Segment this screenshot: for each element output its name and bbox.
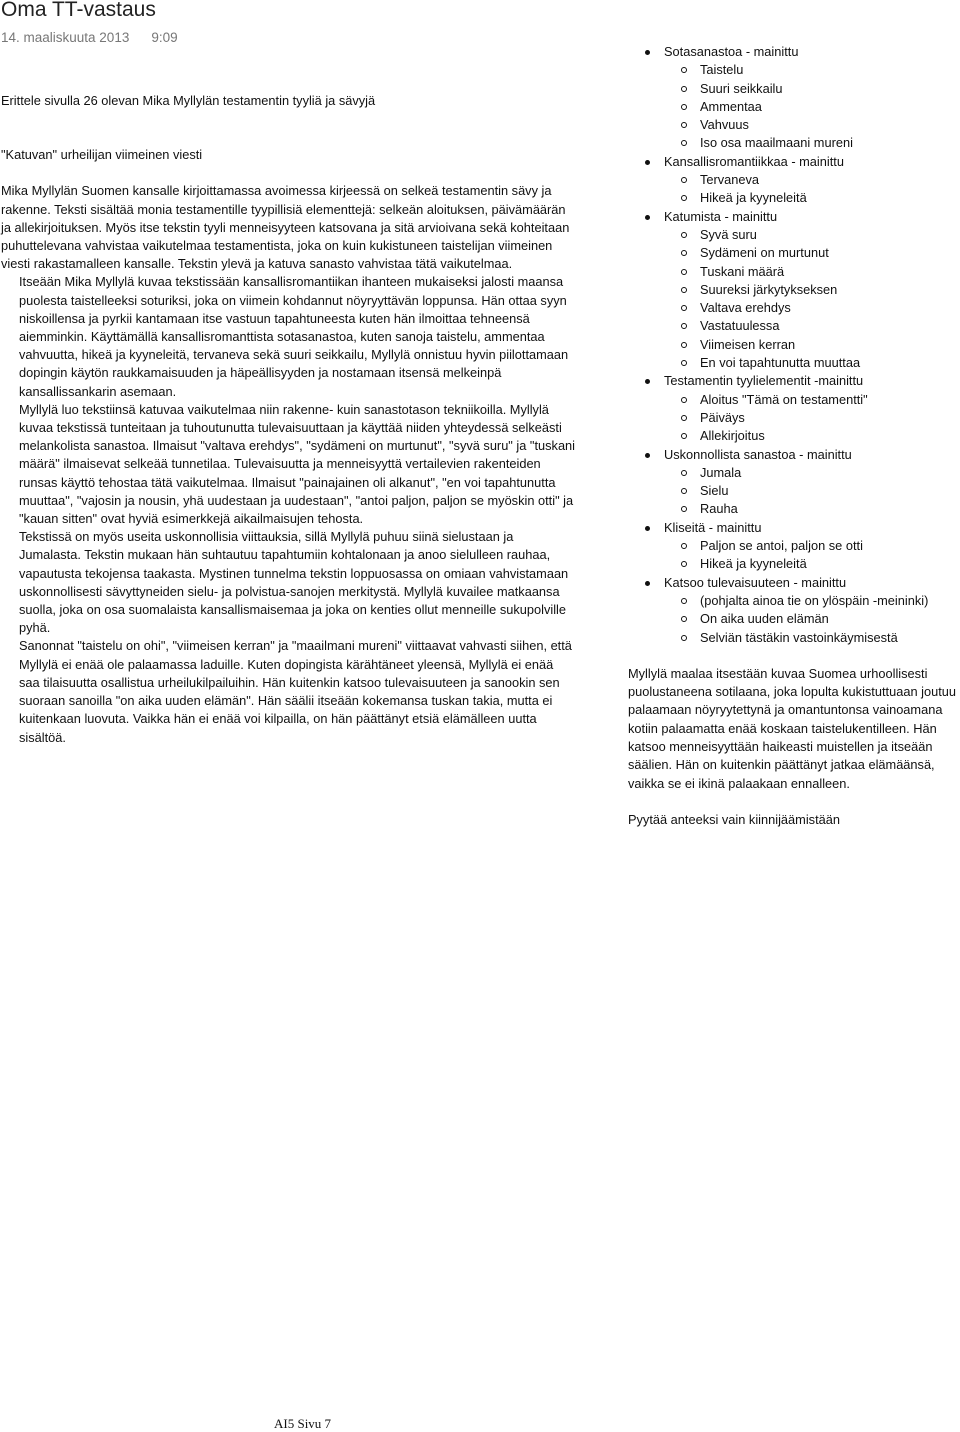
hollow-bullet-icon [681, 195, 687, 201]
outline-subitem-text: (pohjalta ainoa tie on ylöspäin -meininki) [700, 592, 929, 608]
page-date: 14. maaliskuuta 2013 [1, 30, 130, 45]
outline-sublist [664, 226, 960, 372]
outline-item [628, 208, 960, 373]
outline-sublist [664, 537, 960, 574]
outline-subitem-text: Allekirjoitus [700, 428, 765, 444]
outline-label: Testamentin tyylielementit -mainittu [664, 373, 864, 389]
hollow-bullet-icon [681, 323, 687, 329]
outline-subitem [664, 61, 960, 79]
hollow-bullet-icon [681, 177, 687, 183]
outline-subitem [664, 482, 960, 500]
outline-subitem-text: Syvä suru [700, 226, 757, 242]
hollow-bullet-icon [681, 250, 687, 256]
outline-subitem-text: On aika uuden elämän [700, 611, 829, 627]
outline-subitem-text: Suuri seikkailu [700, 80, 783, 96]
outline-subitem-text: Taistelu [700, 62, 744, 78]
outline-subitem [664, 116, 960, 134]
essay-body [1, 182, 576, 746]
bullet-icon [645, 160, 650, 165]
outline-subitem [664, 317, 960, 335]
outline-subitem-text: Rauha [700, 501, 738, 517]
outline-label: Katumista - mainittu [664, 208, 778, 224]
outline-subitem-text: Paljon se antoi, paljon se otti [700, 538, 863, 554]
outline-item [628, 372, 960, 445]
hollow-bullet-icon [681, 543, 687, 549]
hollow-bullet-icon [681, 616, 687, 622]
essay-title: "Katuvan" urheilijan viimeinen viesti [1, 147, 203, 163]
hollow-bullet-icon [681, 86, 687, 92]
outline-subitem [664, 464, 960, 482]
notes-summary: Myllylä maalaa itsestään kuvaa Suomea urhoollisesti puolustaneena sotilaana, joka lopulta kukistuttuaan joutuu palaamaan nöyryytettynä ja omantuntonsa vainoamana kotiin palaamatta enää koskaan taistelukentilleen. Hän katsoo menneisyyttään haikeasti muistellen ja itseään säälien. Hän on kuitenkin päättänyt jatkaa elämäänsä, vaikka se ei ikinä palaakaan ennalleen. [628, 665, 956, 791]
outline-subitem-text: Tuskani määrä [700, 263, 785, 279]
page-meta [1, 30, 178, 45]
essay-paragraph-2: Itseään Mika Myllylä kuvaa tekstissään kansallisromantiikan ihanteen mukaiseksi jalosti maansa puolesta taistelleeksi soturiksi, joka on viimein kohdannut nöyryyttävän loppunsa. Hän ottaa syyn niskoillensa ja pyrkii kantamaan itse vastuun tapahtuneesta kuten hän ilmoittaa tehneensä aiemminkin. Käyttämällä kansallisromanttista sotasanastoa, kuten sanoja taistelu, ammentaa vahvuutta, hikeä ja kyyneleitä, tervaneva sekä suuri seikkailu, Myllylä onnistuu hyvin piilottamaan dopingin käytön raukkamaisuuden ja häpeällisyyden ja nostamaan itsensä melkeinpä kansallissankarin asemaan. [19, 274, 569, 399]
outline-subitem [664, 391, 960, 409]
outline-item [628, 43, 960, 153]
hollow-bullet-icon [681, 561, 687, 567]
hollow-bullet-icon [681, 232, 687, 238]
outline-label: Kansallisromantiikkaa - mainittu [664, 153, 844, 169]
outline-subitem-text: Tervaneva [700, 172, 760, 188]
outline-subitem [664, 134, 960, 152]
hollow-bullet-icon [681, 305, 687, 311]
outline-subitem-text: Hikeä ja kyyneleitä [700, 190, 807, 206]
bullet-icon [645, 526, 650, 531]
outline-subitem-text: Suureksi järkytykseksen [700, 281, 838, 297]
hollow-bullet-icon [681, 488, 687, 494]
hollow-bullet-icon [681, 104, 687, 110]
essay-paragraph-1: Mika Myllylän Suomen kansalle kirjoittamassa avoimessa kirjeessä on selkeä testamentin sävy ja rakenne. Teksti sisältää monia testamentille tyypillisiä elementtejä: selkeän aloituksen, päivämäärän ja allekirjoituksen. Myös itse tekstin tyyli menneisyyteen katsovana ja sitä arvioivana sekä kohteitaan puhuttelevana vahvistaa vaikutelmaa testamentista, joka on kuin kukistuneen taistelijan viimeinen viesti rakastamalleen kansalle. Tekstin ylevä ja katuva sanasto vahvistaa tätä vaikutelmaa. [1, 183, 570, 272]
left-column [1, 92, 576, 747]
hollow-bullet-icon [681, 342, 687, 348]
page-title: Oma TT-vastaus [1, 0, 156, 21]
outline-subitem [664, 629, 960, 647]
hollow-bullet-icon [681, 470, 687, 476]
outline-sublist [664, 391, 960, 446]
outline-label: Kliseitä - mainittu [664, 519, 762, 535]
outline-subitem [664, 610, 960, 628]
outline-subitem-text: Valtava erehdys [700, 300, 791, 316]
outline-subitem [664, 336, 960, 354]
bullet-icon [645, 50, 650, 55]
bullet-icon [645, 379, 650, 384]
right-column [628, 43, 960, 829]
bullet-icon [645, 453, 650, 458]
hollow-bullet-icon [681, 506, 687, 512]
hollow-bullet-icon [681, 433, 687, 439]
essay-paragraph-3: Myllylä luo tekstiinsä katuvaa vaikutelmaa niin rakenne- kuin sanastotason tekniikoilla. Myllylä kuvaa tekstissä tunteitaan ja tuhoutunutta tulevaisuuttaan ja käyttää niiden yhteydessä selkeästi melankolista sanastoa. Ilmaisut "valtava erehdys", "sydämeni on murtunut", "syvä suru" ja "tuskani määrä" ilmaisevat selkeää tunnetilaa. Tulevaisuutta ja menneisyyttä vertailevien rakenteiden runsas käyttö tehostaa tätä vaikutelmaa. Ilmaisut "painajainen oli alkanut", "en voi tapahtunutta muuttaa", "vajosin ja nousin, yhä uudestaan ja uudestaan", "antoi paljon, paljon se myöskin otti" ja "kauan sitten" ovat hyviä esimerkkejä aikailmaisujen tehosta. [19, 401, 576, 527]
outline-subitem-text: Vahvuus [700, 117, 749, 133]
outline-subitem [664, 299, 960, 317]
hollow-bullet-icon [681, 67, 687, 73]
outline-subitem-text: Sielu [700, 483, 729, 499]
bullet-icon [645, 581, 650, 586]
essay-paragraph-5: Sanonnat "taistelu on ohi", "viimeisen kerran" ja "maailmani mureni" viittaavat vahvasti siihen, että Myllylä ei enää ole palaamassa laduille. Kuten dopingista kärähtäneet yleensä, Myllylä ei enää saa tilaisuutta osallistua urheilukilpailuihin. Hän kuitenkin katsoo tulevaisuuteen ja sanookin sen suoraan sanoilla "on aika uuden elämän". Hän säälii itseään kokemansa tuskan takia, mutta ei kuitenkaan luovuta. Vaikka hän ei enää voi kilpailla, on hän päättänyt etsiä elämälleen uutta sisältöä. [19, 638, 572, 745]
outline-subitem-text: Päiväys [700, 409, 745, 425]
outline-sublist [664, 464, 960, 519]
outline-sublist [664, 61, 960, 152]
outline-label: Katsoo tulevaisuuteen - mainittu [664, 574, 847, 590]
outline-subitem [664, 80, 960, 98]
page-time: 9:09 [151, 30, 178, 45]
outline-subitem-text: Ammentaa [700, 98, 762, 114]
outline-subitem [664, 555, 960, 573]
outline-subitem-text: Hikeä ja kyyneleitä [700, 556, 807, 572]
page-footer: AI5 Sivu 7 [274, 1416, 332, 1431]
outline-item [628, 574, 960, 647]
outline-subitem-text: En voi tapahtunutta muuttaa [700, 355, 861, 371]
outline-subitem [664, 500, 960, 518]
outline-subitem [664, 244, 960, 262]
outline-subitem [664, 592, 960, 610]
hollow-bullet-icon [681, 397, 687, 403]
outline-sublist [664, 592, 960, 647]
outline-subitem [664, 189, 960, 207]
outline-subitem-text: Aloitus "Tämä on testamentti" [700, 391, 868, 407]
outline-item [628, 446, 960, 519]
notes-closing: Pyytää anteeksi vain kiinnijäämistään [628, 811, 840, 827]
outline-item [628, 153, 960, 208]
outline-subitem-text: Jumala [700, 464, 742, 480]
outline-subitem-text: Selviän tästäkin vastoinkäymisestä [700, 629, 898, 645]
outline-label: Sotasanastoa - mainittu [664, 44, 799, 59]
outline-subitem [664, 226, 960, 244]
outline-subitem-text: Sydämeni on murtunut [700, 245, 829, 261]
assignment-heading: Erittele sivulla 26 olevan Mika Myllylän testamentin tyyliä ja sävyjä [1, 93, 376, 108]
outline-subitem [664, 171, 960, 189]
outline-subitem-text: Vastatuulessa [700, 318, 780, 334]
outline-subitem-text: Iso osa maailmaani mureni [700, 135, 853, 151]
bullet-icon [645, 215, 650, 220]
outline-subitem [664, 263, 960, 281]
hollow-bullet-icon [681, 287, 687, 293]
outline-subitem [664, 427, 960, 445]
outline-subitem [664, 409, 960, 427]
outline-item [628, 519, 960, 574]
hollow-bullet-icon [681, 415, 687, 421]
hollow-bullet-icon [681, 122, 687, 128]
outline-subitem [664, 354, 960, 372]
hollow-bullet-icon [681, 635, 687, 641]
hollow-bullet-icon [681, 140, 687, 146]
outline-label: Uskonnollista sanastoa - mainittu [664, 446, 852, 462]
notes-outline [628, 43, 960, 647]
hollow-bullet-icon [681, 360, 687, 366]
outline-sublist [664, 171, 960, 208]
outline-subitem [664, 281, 960, 299]
essay-paragraph-4: Tekstissä on myös useita uskonnollisia viittauksia, sillä Myllylä puhuu siinä sielustaan ja Jumalasta. Tekstin mukaan hän suhtautuu tapahtumiin kohtalonaan ja anoo sielulleen rauhaa, vapautusta tekojensa taakasta. Mystinen tunnelma tekstin loppuosassa on omiaan vahvistamaan uskonnollisesti sävyttyneiden sielu- ja polvistua-sanojen merkitystä. Myllylä kuvailee matkaansa suolla, joka on osa suomalaista kansallismaisemaa ja joka on kenties ollut menneille sukupolville pyhä. [19, 529, 569, 636]
outline-subitem-text: Viimeisen kerran [700, 336, 796, 352]
outline-subitem [664, 98, 960, 116]
hollow-bullet-icon [681, 269, 687, 275]
hollow-bullet-icon [681, 598, 687, 604]
outline-subitem [664, 537, 960, 555]
